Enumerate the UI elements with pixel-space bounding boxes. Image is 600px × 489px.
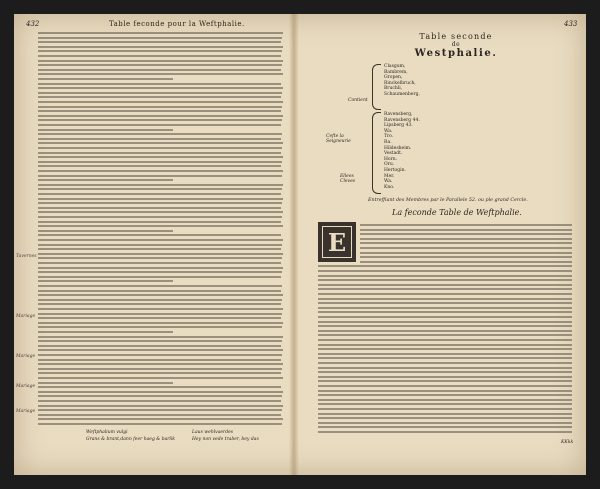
text-line bbox=[38, 230, 173, 232]
text-line bbox=[38, 382, 173, 384]
text-line bbox=[38, 170, 283, 172]
toc-label-seigneurie: Cefte la Seigneurie bbox=[326, 134, 351, 144]
text-line bbox=[38, 290, 281, 292]
margin-note: Mariage bbox=[16, 314, 36, 319]
text-line bbox=[38, 285, 282, 287]
text-line bbox=[38, 138, 281, 140]
text-line bbox=[38, 363, 283, 365]
text-line bbox=[318, 288, 572, 290]
bottom-note: Weftphalium vulgi bbox=[86, 430, 128, 435]
text-line bbox=[38, 175, 282, 177]
text-line bbox=[38, 193, 281, 195]
text-line bbox=[38, 46, 283, 48]
text-line bbox=[318, 298, 572, 300]
text-line bbox=[38, 271, 282, 273]
toc-item: Horn. bbox=[384, 156, 398, 162]
toc-item: Bruchli, bbox=[384, 86, 403, 92]
text-line bbox=[38, 400, 281, 402]
text-line bbox=[38, 78, 173, 80]
text-line bbox=[38, 156, 283, 158]
text-line bbox=[38, 83, 281, 85]
text-line bbox=[38, 317, 281, 319]
toc-item: Rinckelbruch, bbox=[384, 80, 416, 86]
margin-note: Tavernes bbox=[16, 254, 37, 259]
text-line bbox=[360, 224, 572, 226]
text-line bbox=[38, 299, 282, 301]
bottom-note: Grans & brant,dann feer haeg & barlik bbox=[86, 437, 176, 442]
text-line bbox=[38, 221, 281, 223]
text-line bbox=[38, 349, 283, 351]
title-line-1: Table seconde bbox=[419, 32, 493, 41]
toc-label-contient: Contient bbox=[348, 98, 368, 103]
toc-list-bottom bbox=[384, 112, 420, 190]
text-line bbox=[38, 313, 282, 315]
text-line bbox=[38, 391, 283, 393]
initial-letter: E bbox=[327, 227, 347, 257]
center-fold bbox=[289, 14, 299, 475]
map-sheet bbox=[14, 14, 586, 475]
text-line bbox=[318, 426, 572, 428]
text-line bbox=[38, 147, 282, 149]
text-line bbox=[38, 188, 282, 190]
text-line bbox=[318, 311, 572, 313]
toc-item: Hertogin. bbox=[384, 167, 406, 173]
text-line bbox=[38, 354, 282, 356]
text-line bbox=[38, 207, 281, 209]
text-line bbox=[38, 41, 281, 43]
text-line bbox=[318, 367, 572, 369]
text-line bbox=[360, 256, 572, 258]
margin-note: Mariage bbox=[16, 409, 36, 414]
text-line bbox=[360, 238, 572, 240]
text-line bbox=[318, 321, 572, 323]
text-line bbox=[38, 133, 282, 135]
text-line bbox=[38, 225, 283, 227]
text-line bbox=[318, 275, 572, 277]
text-line bbox=[38, 336, 283, 338]
text-line bbox=[38, 165, 281, 167]
text-line bbox=[38, 87, 283, 89]
text-line bbox=[318, 334, 572, 336]
text-line bbox=[38, 423, 282, 425]
page-title bbox=[376, 32, 536, 59]
text-line bbox=[318, 403, 572, 405]
text-line bbox=[38, 322, 283, 324]
text-line bbox=[38, 50, 282, 52]
text-line bbox=[318, 417, 572, 419]
left-page-number: 432 bbox=[26, 20, 40, 28]
text-line bbox=[360, 247, 572, 249]
text-line bbox=[360, 261, 572, 263]
text-line bbox=[38, 372, 281, 374]
toc-caption: Entreffiant des Membres par le Parallele 52. ou ple grand Cercle. bbox=[368, 198, 528, 203]
toc-item: Ra. bbox=[384, 139, 392, 145]
text-line bbox=[38, 96, 281, 98]
toc-list-top bbox=[384, 64, 420, 98]
text-line bbox=[318, 270, 572, 272]
text-line bbox=[318, 380, 572, 382]
text-line bbox=[38, 32, 283, 34]
text-line bbox=[38, 202, 282, 204]
text-line bbox=[38, 198, 283, 200]
text-line bbox=[38, 119, 282, 121]
toc-item: Lipsberg 43. bbox=[384, 123, 413, 129]
text-line bbox=[38, 129, 173, 131]
right-page-number: 433 bbox=[564, 20, 578, 28]
text-line bbox=[360, 252, 572, 254]
text-line bbox=[38, 239, 283, 241]
text-line bbox=[38, 115, 283, 117]
text-line bbox=[38, 55, 281, 57]
text-line bbox=[38, 101, 283, 103]
text-line bbox=[38, 414, 281, 416]
text-line bbox=[38, 142, 283, 144]
text-line bbox=[38, 64, 282, 66]
text-line bbox=[38, 253, 283, 255]
text-line bbox=[38, 418, 283, 420]
toc-brace bbox=[372, 64, 381, 110]
text-line bbox=[38, 262, 281, 264]
text-line bbox=[318, 307, 572, 309]
text-line bbox=[318, 279, 572, 281]
toc-item: Kno. bbox=[384, 184, 395, 190]
text-line bbox=[318, 330, 572, 332]
toc-item: Bambrem, bbox=[384, 69, 408, 75]
text-line bbox=[318, 376, 572, 378]
text-line bbox=[38, 331, 173, 333]
text-line bbox=[38, 216, 282, 218]
text-line bbox=[38, 340, 282, 342]
text-line bbox=[38, 377, 283, 379]
text-line bbox=[38, 152, 281, 154]
section-title: La feconde Table de Weftphalie. bbox=[392, 208, 522, 217]
toc-item: Mer. bbox=[384, 173, 395, 179]
text-line bbox=[38, 303, 281, 305]
text-line bbox=[318, 385, 572, 387]
toc-item: Wa. bbox=[384, 179, 393, 185]
text-line bbox=[318, 431, 572, 433]
text-line bbox=[318, 371, 572, 373]
text-line bbox=[38, 386, 281, 388]
text-line bbox=[360, 229, 572, 231]
text-line bbox=[38, 280, 173, 282]
text-line bbox=[38, 405, 283, 407]
text-line bbox=[38, 308, 283, 310]
toc-item: Oru. bbox=[384, 162, 395, 168]
toc-item: Ravensberg, bbox=[384, 112, 413, 117]
text-line bbox=[38, 110, 281, 112]
text-line bbox=[318, 413, 572, 415]
text-line bbox=[318, 293, 572, 295]
title-line-2: de bbox=[451, 41, 461, 48]
text-line bbox=[318, 344, 572, 346]
text-line bbox=[38, 161, 282, 163]
margin-note: Mariage bbox=[16, 384, 36, 389]
text-line bbox=[38, 37, 282, 39]
text-line bbox=[38, 257, 282, 259]
text-line bbox=[318, 390, 572, 392]
text-line bbox=[318, 284, 572, 286]
text-line bbox=[318, 353, 572, 355]
text-line bbox=[38, 234, 281, 236]
bottom-note: Laus wehlvaerdes bbox=[192, 430, 234, 435]
margin-note: Mariage bbox=[16, 354, 36, 359]
text-line bbox=[318, 422, 572, 424]
text-line bbox=[38, 345, 281, 347]
text-line bbox=[318, 316, 572, 318]
text-line bbox=[38, 211, 283, 213]
text-line bbox=[38, 179, 173, 181]
toc-item: Tro. bbox=[384, 134, 394, 140]
text-line bbox=[38, 368, 282, 370]
bottom-note: Hey non vede traber, bey das bbox=[192, 437, 259, 442]
text-line bbox=[38, 276, 281, 278]
text-line bbox=[38, 92, 282, 94]
text-line bbox=[318, 348, 572, 350]
text-line bbox=[318, 302, 572, 304]
toc-item: Vestadt. bbox=[384, 151, 403, 157]
text-line bbox=[318, 357, 572, 359]
text-line bbox=[38, 124, 281, 126]
decorated-initial bbox=[318, 222, 356, 262]
text-line bbox=[38, 359, 281, 361]
text-line bbox=[38, 106, 282, 108]
text-line bbox=[38, 248, 281, 250]
text-line bbox=[318, 265, 572, 267]
title-line-3: Westphalie. bbox=[414, 48, 498, 59]
text-line bbox=[318, 394, 572, 396]
toc-label-cleves: Ellees Cleves bbox=[340, 174, 356, 184]
text-line bbox=[38, 267, 283, 269]
text-line bbox=[318, 408, 572, 410]
toc-item: Wa. bbox=[384, 128, 393, 134]
text-line bbox=[318, 399, 572, 401]
text-line bbox=[38, 395, 282, 397]
toc-item: Hildesheim. bbox=[384, 145, 412, 151]
text-line bbox=[318, 325, 572, 327]
text-line bbox=[360, 233, 572, 235]
text-line bbox=[38, 184, 283, 186]
text-line bbox=[38, 409, 282, 411]
text-line bbox=[360, 242, 572, 244]
text-line bbox=[318, 339, 572, 341]
left-running-head: Table feconde pour la Weftphalie. bbox=[109, 20, 245, 28]
right-page bbox=[306, 14, 586, 475]
text-line bbox=[318, 362, 572, 364]
toc-item: Ravensberg 44. bbox=[384, 117, 420, 123]
toc-item: Schaumenberg, bbox=[384, 91, 420, 97]
text-line bbox=[38, 244, 282, 246]
toc-brace bbox=[372, 112, 381, 194]
toc-item: Gropen, bbox=[384, 75, 403, 81]
text-line bbox=[38, 60, 283, 62]
toc-item: Clasgum, bbox=[384, 64, 406, 69]
text-line bbox=[38, 326, 282, 328]
toc-item bbox=[456, 129, 474, 135]
text-line bbox=[38, 69, 281, 71]
text-line bbox=[38, 73, 283, 75]
folio-mark: KKkk bbox=[561, 440, 574, 445]
text-line bbox=[38, 294, 283, 296]
left-page bbox=[14, 14, 289, 475]
